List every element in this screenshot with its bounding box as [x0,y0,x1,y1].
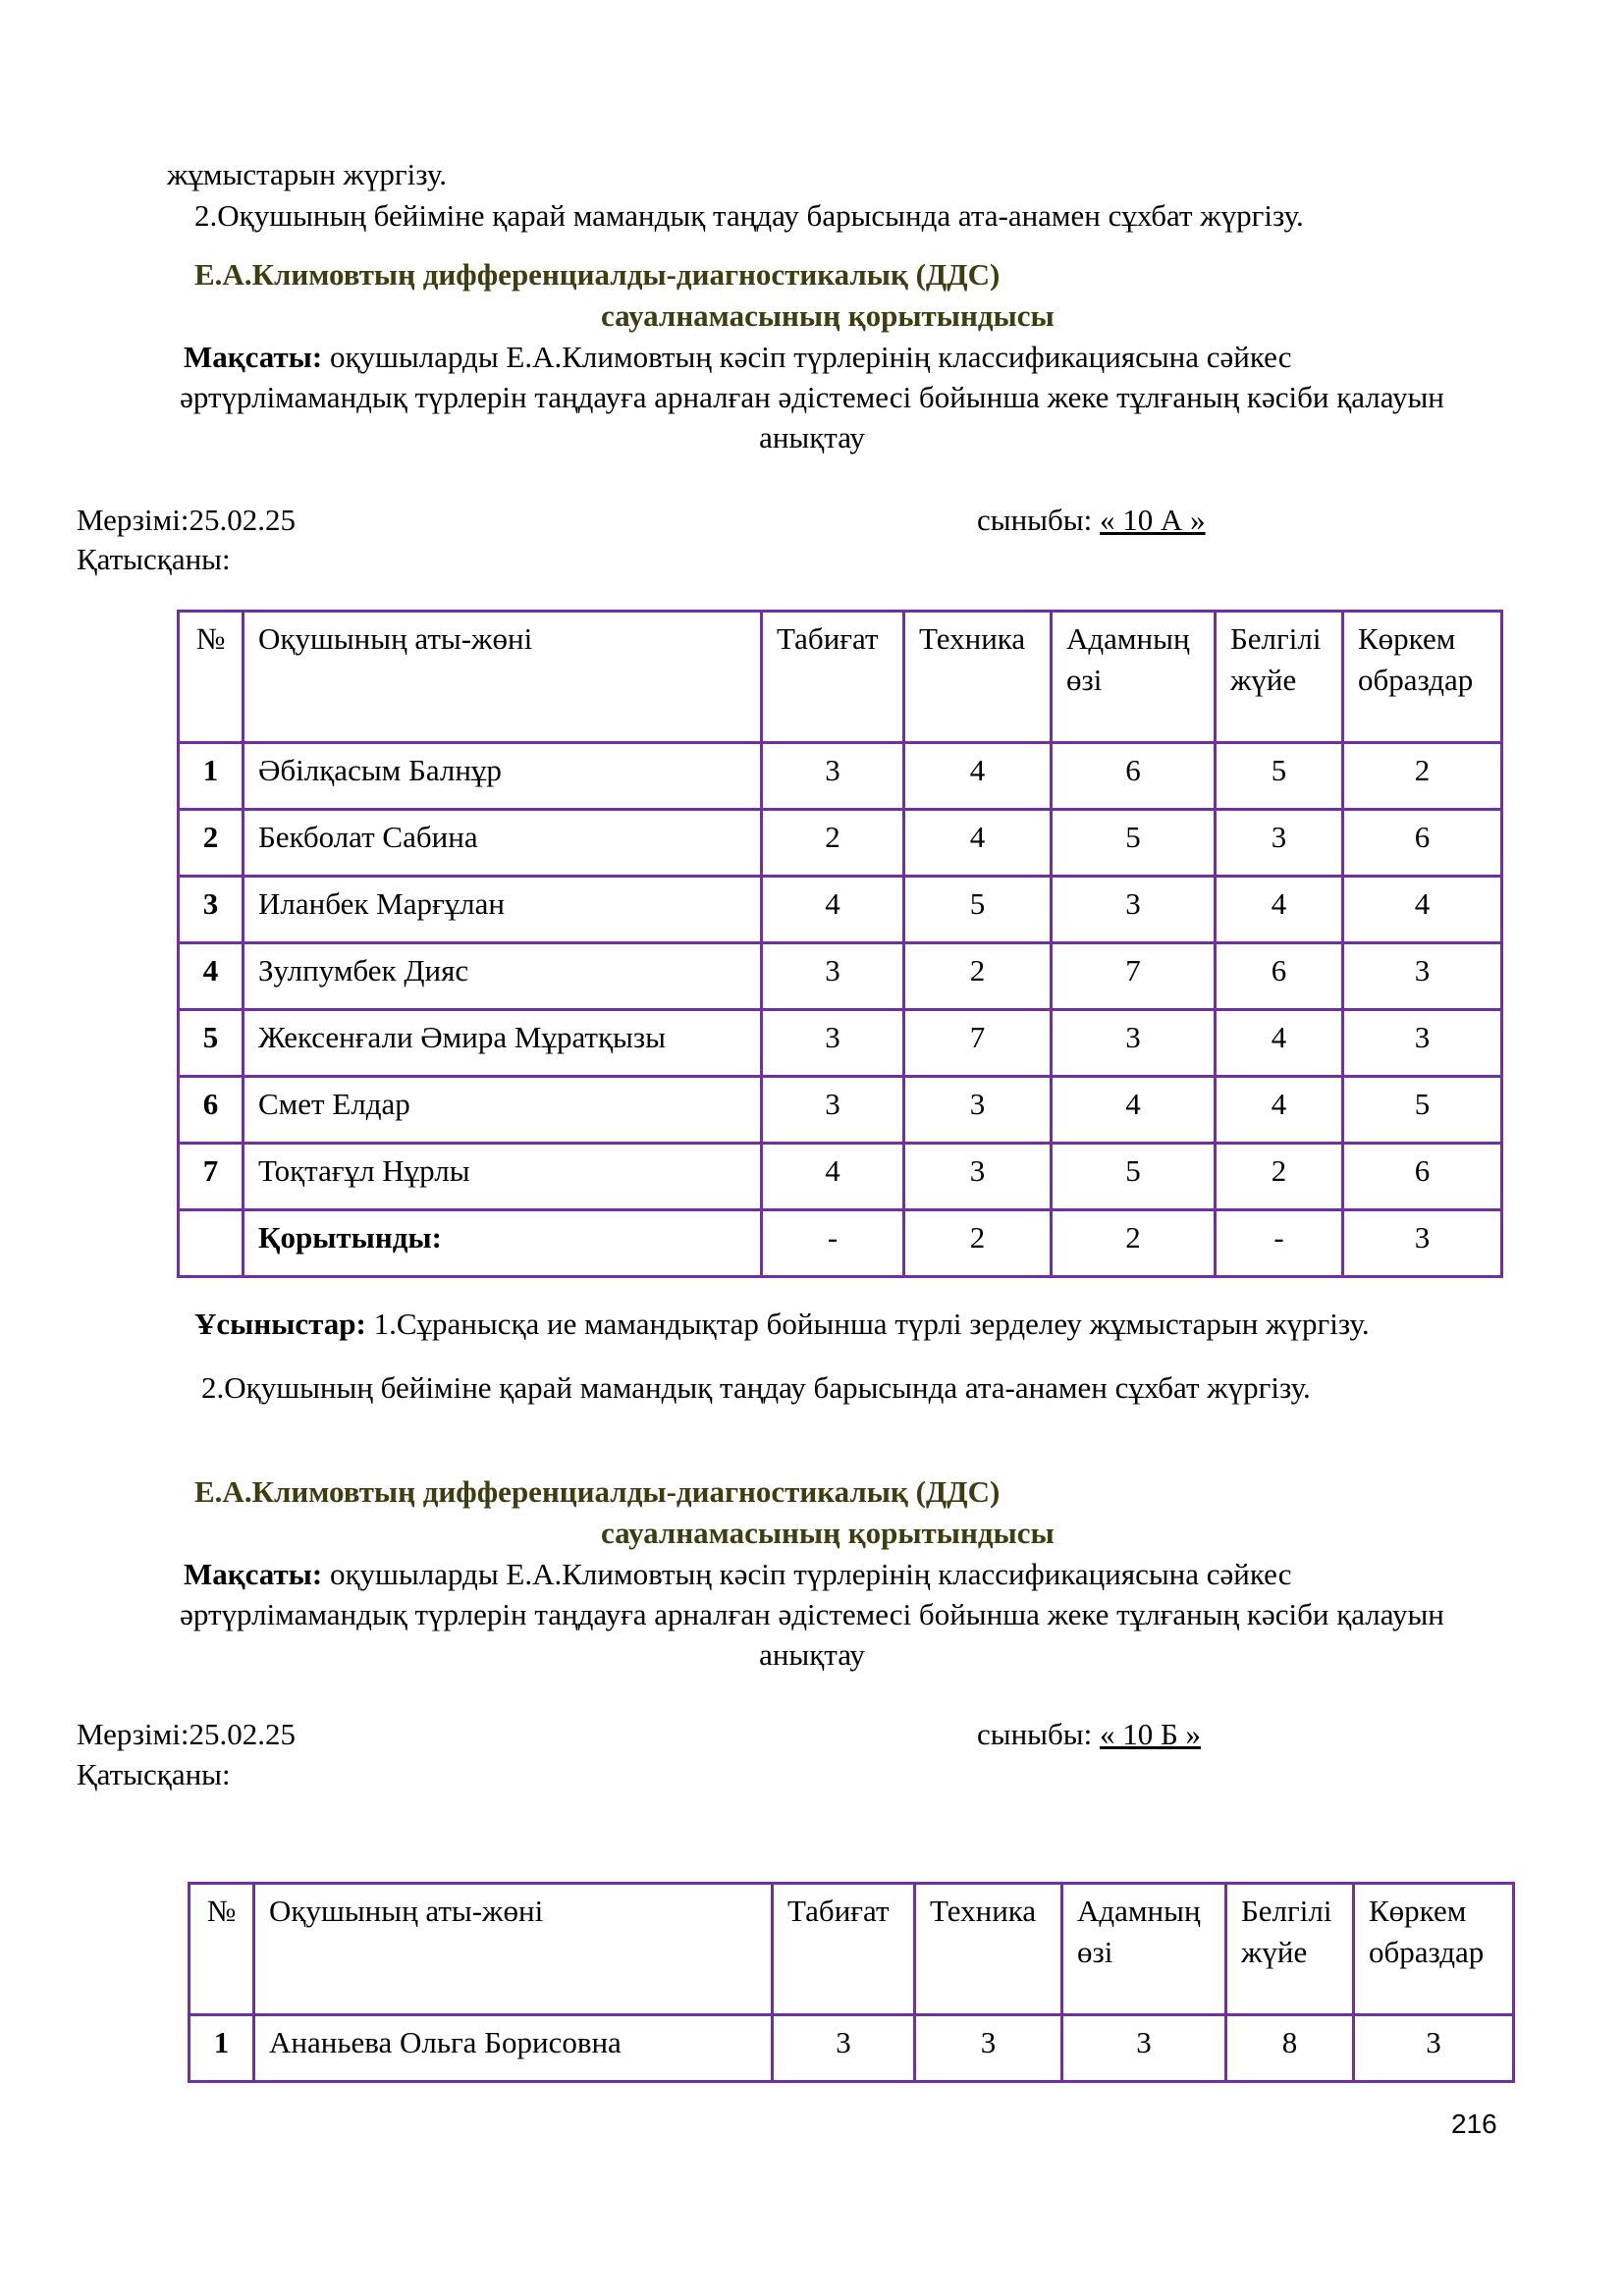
header-number: № [189,1884,254,2015]
score-human: 6 [1052,743,1216,810]
score-nature: 4 [762,877,904,943]
class-label: сыныбы: [977,503,1100,537]
score-technology: 2 [904,943,1052,1010]
header-human: Адамның өзі [1062,1884,1226,2015]
intro-line-1: жұмыстарын жүргізу. [167,157,447,191]
row-number: 7 [179,1144,244,1210]
header-student-name: Оқушының аты-жөні [244,612,762,743]
score-technology: 5 [904,877,1052,943]
student-name: Зулпумбек Дияс [244,943,762,1010]
student-name: Бекболат Сабина [244,810,762,877]
section2-date: Мерзімі:25.02.25 [77,1717,296,1751]
score-artistic-image: 2 [1343,743,1502,810]
results-table-10b [188,1882,1515,2083]
score-nature: 3 [762,1077,904,1144]
row-number: 4 [179,943,244,1010]
score-artistic-image: 6 [1343,810,1502,877]
score-human: 3 [1052,877,1216,943]
total-artistic-image: 3 [1343,1210,1502,1277]
header-artistic-image: Көркем образдар [1343,612,1502,743]
student-name: Тоқтағұл Нұрлы [244,1144,762,1210]
score-nature: 3 [762,943,904,1010]
table-header-row [189,1884,1514,2015]
table-row [179,1144,1502,1210]
section1-title-line-1: Е.А.Климовтың дифференциалды-диагностикалық (ДДС) [194,257,1001,292]
header-sign-system: Белгілі жүйе [1216,612,1343,743]
score-artistic-image: 3 [1343,943,1502,1010]
table-row [179,1077,1502,1144]
score-sign-system: 4 [1216,1077,1343,1144]
section2-participants: Қатысқаны: [77,1757,231,1791]
table-row [179,877,1502,943]
section1-purpose-line-1 [184,340,1291,375]
score-technology: 7 [904,1010,1052,1077]
recommendations-line-2: 2.Оқушының бейіміне қарай мамандық таңдау барысында ата-анамен сұхбат жүргізу. [201,1370,1311,1405]
section1-class [977,503,1206,538]
score-technology: 3 [915,2015,1062,2082]
score-sign-system: 5 [1216,743,1343,810]
row-number: 1 [179,743,244,810]
row-number: 3 [179,877,244,943]
total-number-cell [179,1210,244,1277]
score-technology: 4 [904,810,1052,877]
total-sign-system: - [1216,1210,1343,1277]
score-sign-system: 8 [1226,2015,1354,2082]
score-artistic-image: 5 [1343,1077,1502,1144]
class-value: « 10 А » [1099,503,1206,537]
row-number: 1 [189,2015,254,2082]
score-artistic-image: 6 [1343,1144,1502,1210]
score-nature: 3 [773,2015,915,2082]
table-row [179,943,1502,1010]
section2-title-line-2: сауалнамасының қорытындысы [601,1516,1055,1550]
header-number: № [179,612,244,743]
total-nature: - [762,1210,904,1277]
results-table-10a [177,610,1503,1278]
score-nature: 2 [762,810,904,877]
student-name: Иланбек Марғұлан [244,877,762,943]
score-human: 4 [1052,1077,1216,1144]
row-number: 5 [179,1010,244,1077]
score-human: 3 [1052,1010,1216,1077]
section2-purpose-line-1 [184,1557,1291,1592]
page-number: 216 [1451,2109,1497,2139]
score-human: 7 [1052,943,1216,1010]
intro-line-2: 2.Оқушының бейіміне қарай мамандық таңдау барысында ата-анамен сұхбат жүргізу. [194,198,1304,233]
recommendations-line-1 [194,1307,1370,1342]
row-number: 6 [179,1077,244,1144]
student-name: Ананьева Ольга Борисовна [254,2015,773,2082]
score-sign-system: 6 [1216,943,1343,1010]
table-total-row [179,1210,1502,1277]
score-human: 3 [1062,2015,1226,2082]
score-technology: 4 [904,743,1052,810]
section1-purpose-line-3: анықтау [759,420,865,454]
header-artistic-image: Көркем образдар [1354,1884,1514,2015]
section2-class [977,1717,1201,1752]
header-sign-system: Белгілі жүйе [1226,1884,1354,2015]
score-sign-system: 4 [1216,1010,1343,1077]
score-nature: 4 [762,1144,904,1210]
header-student-name: Оқушының аты-жөні [254,1884,773,2015]
score-human: 5 [1052,1144,1216,1210]
header-technology: Техника [915,1884,1062,2015]
section1-purpose-line-2: әртүрлімамандық түрлерін таңдауға арналған әдістемесі бойынша жеке тұлғаның кәсіби қалауын [180,380,1444,414]
student-name: Әбілқасым Балнұр [244,743,762,810]
score-artistic-image: 3 [1343,1010,1502,1077]
student-name: Смет Елдар [244,1077,762,1144]
section1-participants: Қатысқаны: [77,542,231,576]
score-technology: 3 [904,1144,1052,1210]
purpose-label: Мақсаты: [184,340,323,374]
score-artistic-image: 4 [1343,877,1502,943]
score-sign-system: 2 [1216,1144,1343,1210]
score-technology: 3 [904,1077,1052,1144]
score-artistic-image: 3 [1354,2015,1514,2082]
score-sign-system: 4 [1216,877,1343,943]
table-row [179,810,1502,877]
section2-title-line-1: Е.А.Климовтың дифференциалды-диагностикалық (ДДС) [194,1474,1001,1509]
table-header-row [179,612,1502,743]
table-row [179,743,1502,810]
purpose-label: Мақсаты: [184,1557,323,1591]
score-human: 5 [1052,810,1216,877]
score-nature: 3 [762,1010,904,1077]
table-row [189,2015,1514,2082]
section2-purpose-line-2: әртүрлімамандық түрлерін таңдауға арналған әдістемесі бойынша жеке тұлғаның кәсіби қалауын [180,1597,1444,1631]
header-nature: Табиғат [762,612,904,743]
score-sign-system: 3 [1216,810,1343,877]
class-value: « 10 Б » [1099,1717,1202,1751]
row-number: 2 [179,810,244,877]
student-name: Жексенғали Әмира Мұратқызы [244,1010,762,1077]
score-nature: 3 [762,743,904,810]
total-human: 2 [1052,1210,1216,1277]
section1-date: Мерзімі:25.02.25 [77,503,296,537]
section2-purpose-line-3: анықтау [759,1637,865,1672]
class-label: сыныбы: [977,1717,1100,1751]
section1-title-line-2: сауалнамасының қорытындысы [601,298,1055,333]
recommend-label: Ұсыныстар: [194,1307,366,1341]
total-label: Қорытынды: [244,1210,762,1277]
header-human: Адамның өзі [1052,612,1216,743]
header-technology: Техника [904,612,1052,743]
table-row [179,1010,1502,1077]
purpose-text: оқушыларды Е.А.Климовтың кәсіп түрлерінің классификациясына сәйкес [322,340,1292,374]
total-technology: 2 [904,1210,1052,1277]
recommend-text: 1.Сұранысқа ие мамандықтар бойынша түрлі зерделеу жұмыстарын жүргізу. [365,1307,1370,1341]
purpose-text: оқушыларды Е.А.Климовтың кәсіп түрлерінің классификациясына сәйкес [322,1557,1292,1591]
header-nature: Табиғат [773,1884,915,2015]
